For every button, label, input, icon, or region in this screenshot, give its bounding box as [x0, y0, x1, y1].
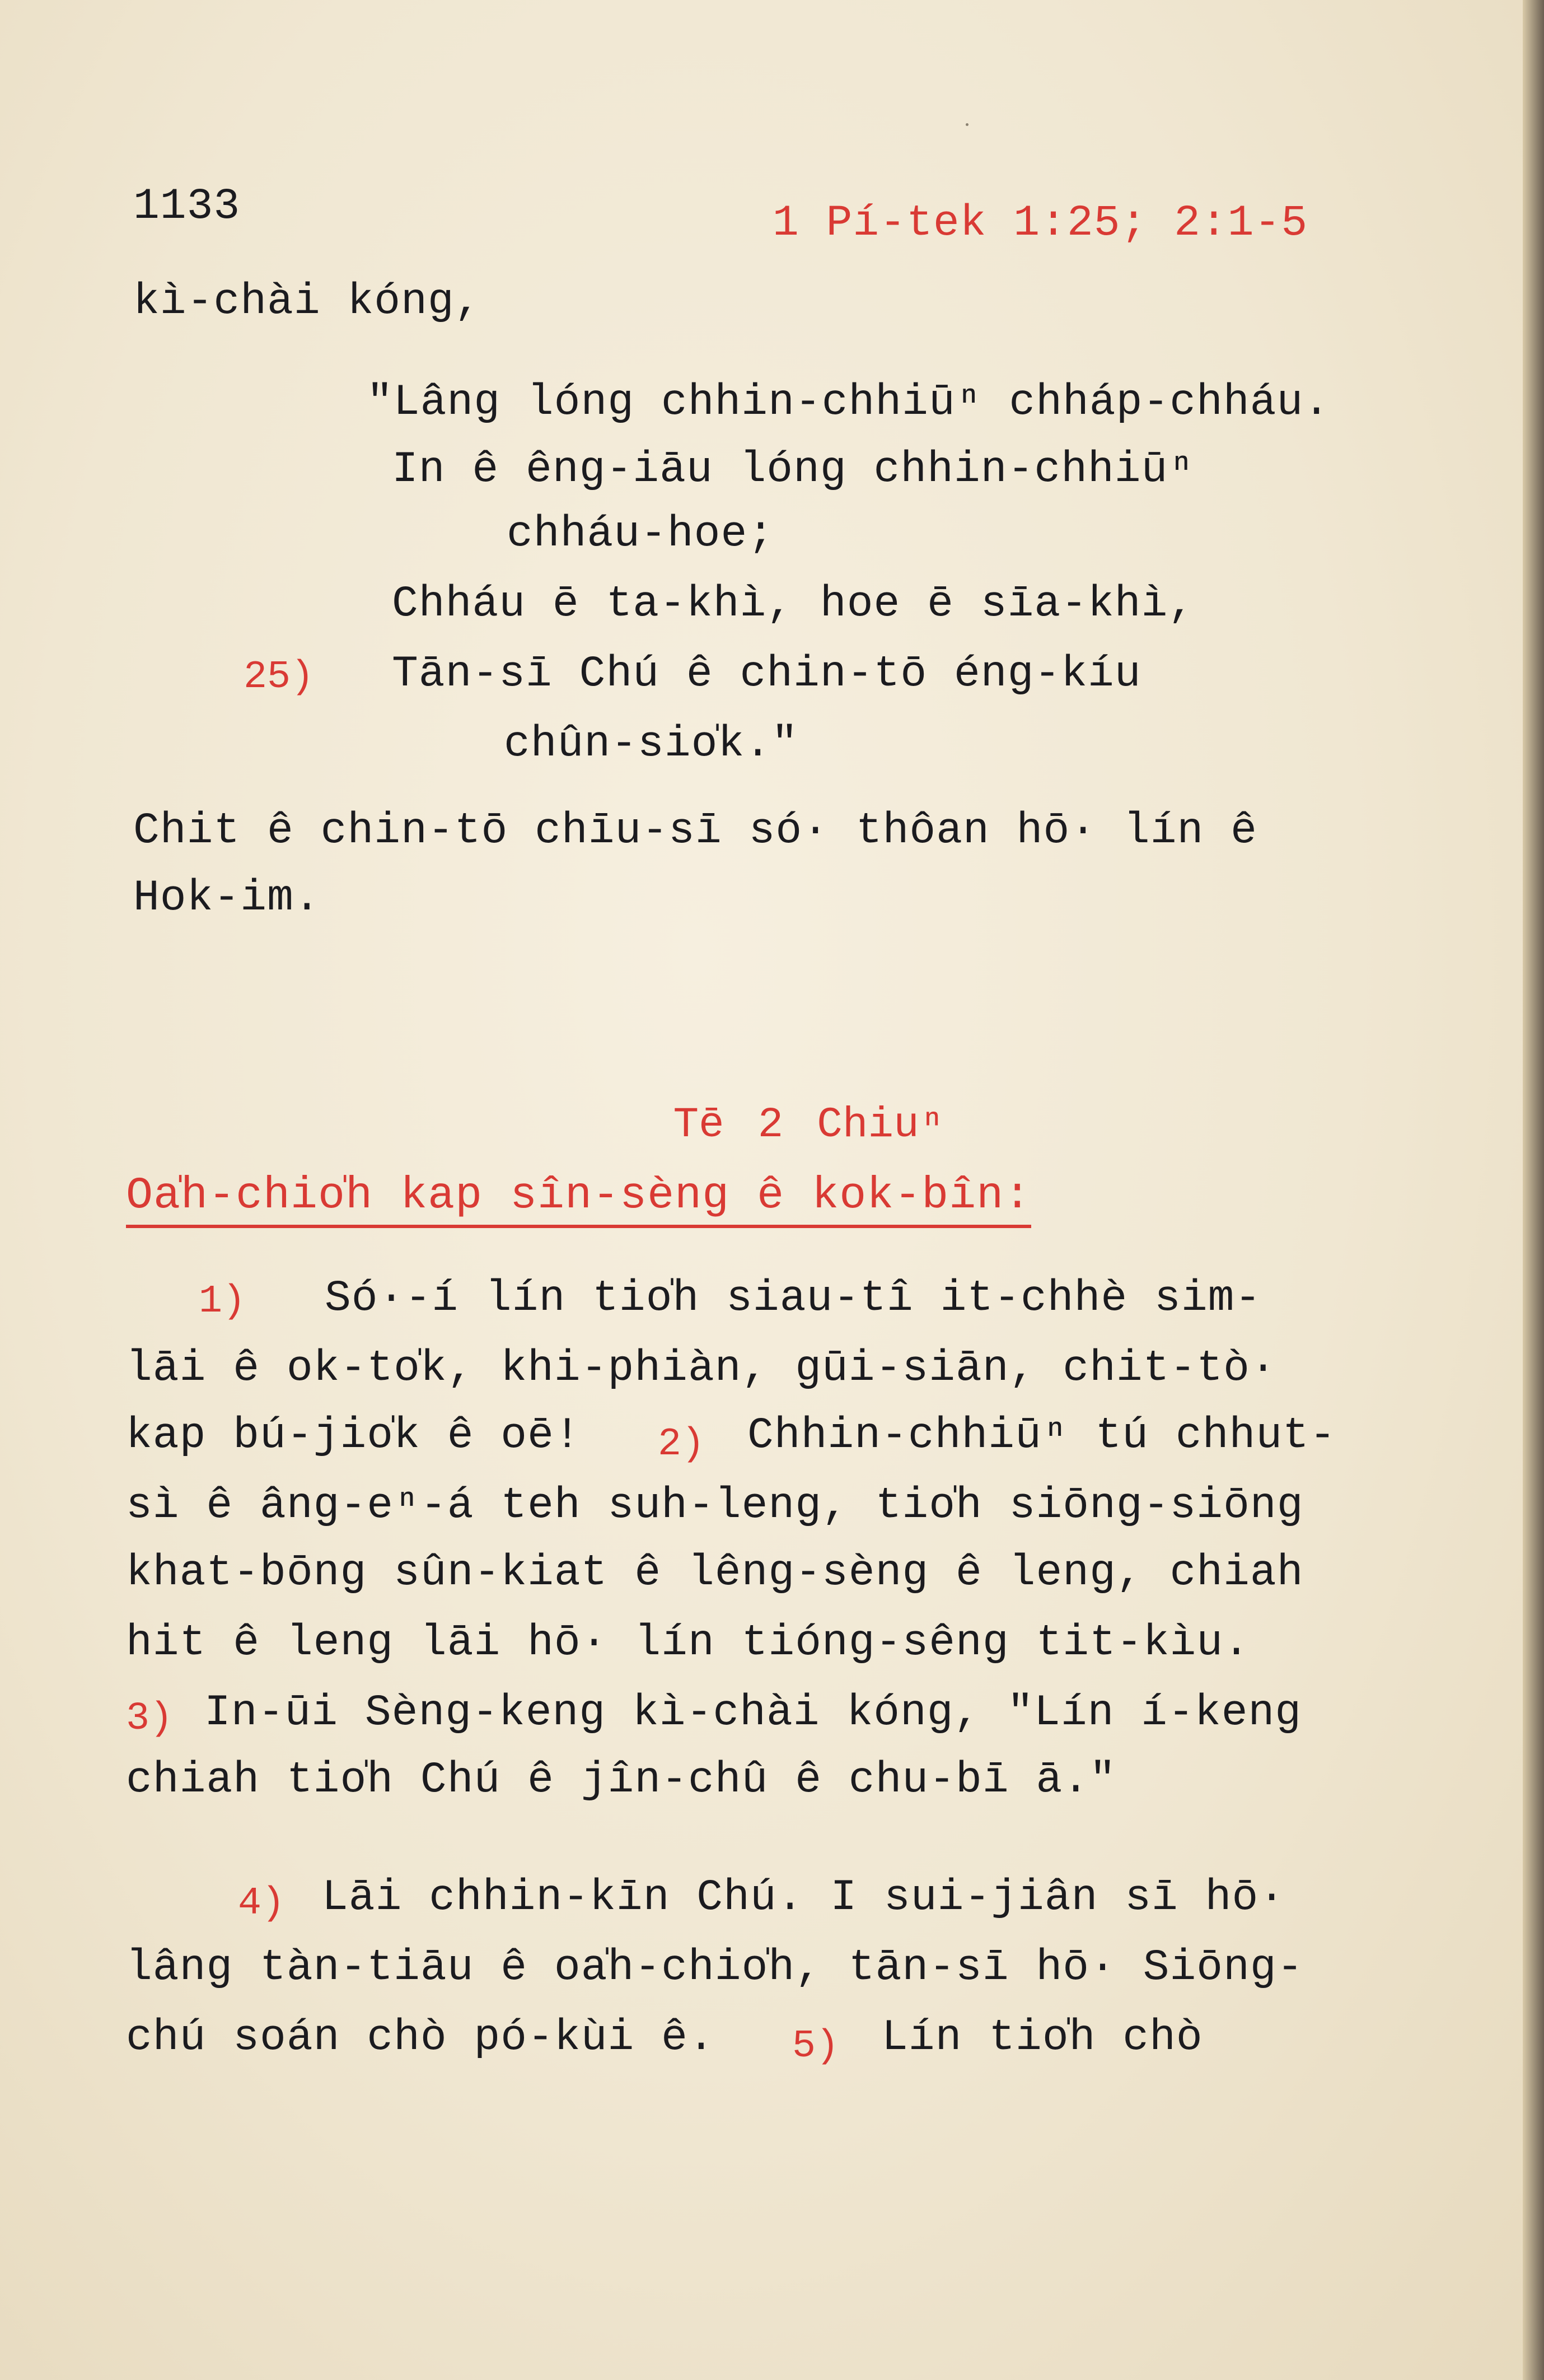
- verse-text: chú soán chò pó-kùi ê.: [126, 2013, 715, 2062]
- verse-text: Chhin-chhiūⁿ tú chhut-: [747, 1411, 1336, 1460]
- verse-text: Só·-í lín tio̍h siau-tî it-chhè sim-: [325, 1274, 1262, 1323]
- verse-text: khat-bōng sûn-kiat ê lêng-sèng ê leng, chiah: [126, 1548, 1304, 1598]
- chapter-number: 2: [757, 1101, 784, 1149]
- quote-line-2: In ê êng-iāu lóng chhin-chhiūⁿ: [392, 445, 1195, 494]
- verse-number-3: 3): [126, 1697, 174, 1741]
- verse-text: In-ūi Sèng-keng kì-chài kóng, "Lín í-keng: [204, 1688, 1302, 1738]
- closing-line-1: Chit ê chin-tō chīu-sī só· thôan hō· lín ê: [133, 806, 1257, 856]
- quote-line-6: chûn-sio̍k.": [504, 720, 798, 769]
- verse-text: sì ê âng-eⁿ-á teh suh-leng, tio̍h siōng-siōng: [126, 1481, 1304, 1530]
- verse-text: hit ê leng lāi hō· lín tióng-sêng tit-kìu.: [126, 1618, 1250, 1668]
- chapter-prefix: Tē: [673, 1101, 724, 1149]
- header-reference: 1 Pí-tek 1:25; 2:1-5: [773, 199, 1308, 248]
- closing-line-2: Hok-im.: [133, 874, 321, 923]
- verse-text: lāi ê ok-to̍k, khi-phiàn, gūi-siān, chit-tò·: [126, 1344, 1277, 1393]
- verse-number-1: 1): [199, 1280, 246, 1324]
- quote-line-4: Chháu ē ta-khì, hoe ē sīa-khì,: [392, 580, 1195, 629]
- verse-text: lâng tàn-tiāu ê oa̍h-chio̍h, tān-sī hō· Siōng-: [126, 1943, 1304, 1992]
- intro-line: kì-chài kóng,: [133, 277, 481, 326]
- quote-line-5: Tān-sī Chú ê chin-tō éng-kíu: [392, 650, 1141, 699]
- paper-speck: [966, 123, 968, 126]
- verse-text: chiah tio̍h Chú ê jîn-chû ê chu-bī ā.": [126, 1756, 1116, 1805]
- section-heading: Oa̍h-chio̍h kap sîn-sèng ê kok-bîn:: [126, 1170, 1031, 1228]
- verse-text: Lāi chhin-kīn Chú. I sui-jiân sī hō·: [322, 1873, 1286, 1922]
- page-number: 1133: [133, 182, 241, 231]
- verse-number-5: 5): [792, 2024, 840, 2069]
- verse-number-25: 25): [244, 655, 315, 699]
- quote-line-3: chháu-hoe;: [507, 510, 775, 559]
- quote-line-1: "Lâng lóng chhin-chhiūⁿ chháp-chháu.: [367, 378, 1331, 427]
- verse-text: kap bú-jio̍k ê oē!: [126, 1411, 581, 1460]
- verse-text: Lín tio̍h chò: [882, 2013, 1203, 2062]
- verse-number-4: 4): [238, 1882, 286, 1926]
- verse-number-2: 2): [658, 1422, 705, 1467]
- page-edge-shadow: [1523, 0, 1544, 2380]
- chapter-label: Chiuⁿ: [817, 1101, 945, 1149]
